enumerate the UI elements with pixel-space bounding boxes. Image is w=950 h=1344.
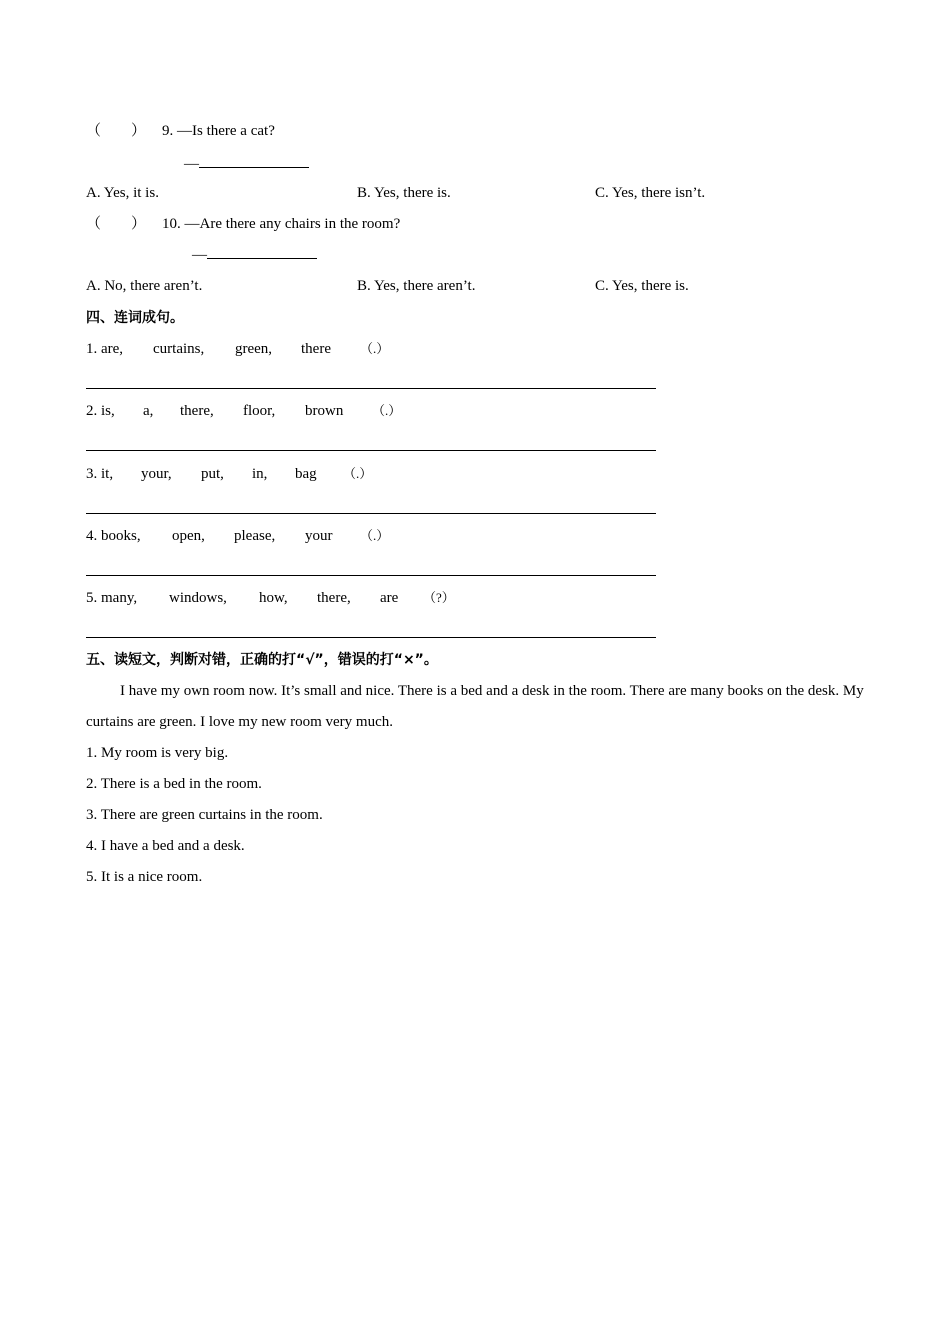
answer-paren: （ ）	[86, 123, 147, 139]
word: 3. it,	[86, 466, 114, 482]
word: 4. books,	[86, 528, 141, 544]
option-a: A. No, there aren’t.	[86, 278, 203, 294]
end-punctuation: （.）	[360, 341, 390, 356]
answer-dash: —	[184, 156, 199, 172]
option-b: B. Yes, there aren’t.	[357, 278, 476, 294]
answer-rule	[86, 388, 656, 389]
word: there,	[180, 403, 214, 419]
question-stem: 9. —Is there a cat?	[162, 123, 275, 139]
word: floor,	[243, 403, 276, 419]
option-b: B. Yes, there is.	[357, 185, 451, 201]
word: your	[305, 528, 333, 544]
option-c: C. Yes, there isn’t.	[595, 185, 706, 201]
question-stem: 10. —Are there any chairs in the room?	[162, 216, 401, 232]
option-c: C. Yes, there is.	[595, 278, 689, 294]
end-punctuation: （.）	[360, 528, 390, 543]
word: green,	[235, 341, 273, 357]
word: your,	[141, 466, 172, 482]
word: a,	[143, 403, 154, 419]
section4-heading: 四、连词成句。	[86, 310, 184, 326]
word: in,	[252, 466, 268, 482]
answer-rule	[86, 637, 656, 638]
end-punctuation: （?）	[423, 590, 455, 605]
answer-paren: （ ）	[86, 216, 147, 232]
word: there	[301, 341, 331, 357]
statement-3: 3. There are green curtains in the room.	[86, 807, 323, 823]
answer-blank	[199, 155, 309, 168]
word: 2. is,	[86, 403, 115, 419]
word: there,	[317, 590, 351, 606]
option-a: A. Yes, it is.	[86, 185, 159, 201]
word: put,	[201, 466, 224, 482]
answer-blank	[207, 246, 317, 259]
answer-rule	[86, 450, 656, 451]
word: are	[380, 590, 399, 606]
word: bag	[295, 466, 317, 482]
word: curtains,	[153, 341, 205, 357]
word: windows,	[169, 590, 227, 606]
statement-4: 4. I have a bed and a desk.	[86, 838, 245, 854]
reading-passage: I have my own room now. It’s small and nice. There is a bed and a desk in the room. There are many books on the desk. My curtains are green. I love my new room very much.	[86, 683, 864, 730]
word: 1. are,	[86, 341, 124, 357]
word: brown	[305, 403, 344, 419]
statement-5: 5. It is a nice room.	[86, 869, 203, 885]
word: how,	[259, 590, 288, 606]
end-punctuation: （.）	[343, 466, 373, 481]
statement-1: 1. My room is very big.	[86, 745, 229, 761]
word: please,	[234, 528, 276, 544]
section5-heading: 五、读短文，判断对错，正确的打“√”，错误的打“×”。	[86, 652, 438, 668]
statement-2: 2. There is a bed in the room.	[86, 776, 262, 792]
word: 5. many,	[86, 590, 138, 606]
answer-rule	[86, 513, 656, 514]
word: open,	[172, 528, 205, 544]
answer-dash: —	[192, 247, 207, 263]
end-punctuation: （.）	[372, 403, 402, 418]
answer-line	[192, 246, 317, 264]
answer-line	[184, 155, 309, 173]
answer-rule	[86, 575, 656, 576]
